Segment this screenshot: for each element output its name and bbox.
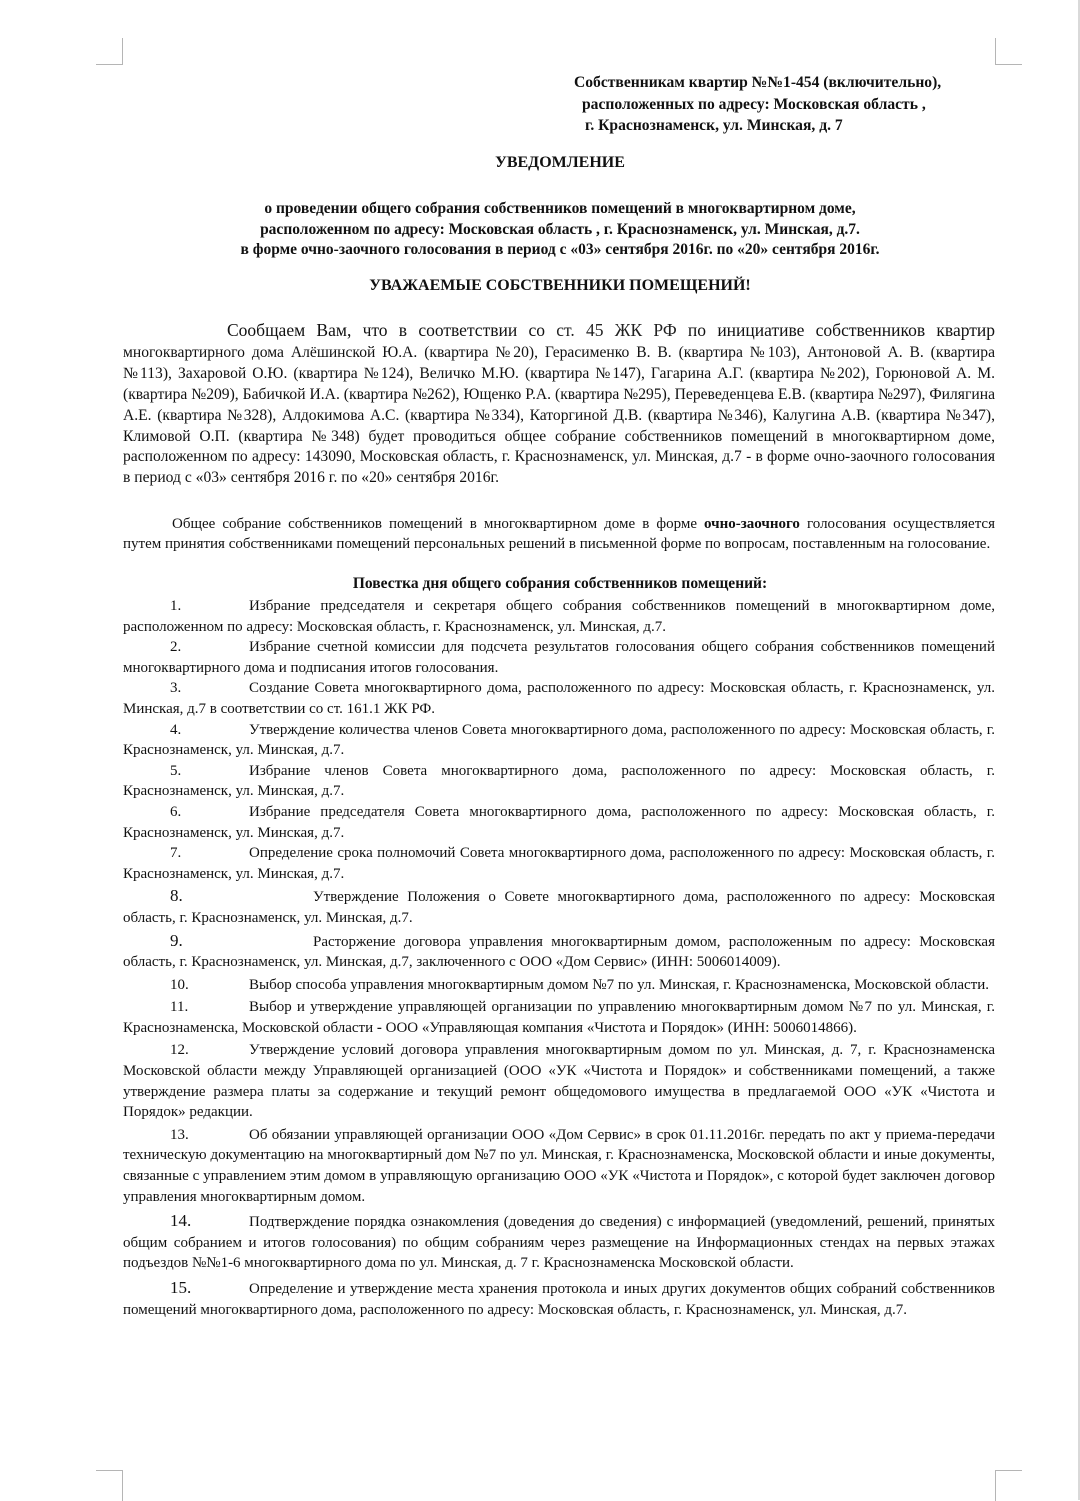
agenda-item-text: Об обязании управляющей организации ООО «Дом Сервис» в срок 01.11.2016г. передать по акт у приема-передачи техническую документацию на многоквартирный дом №7 по ул. Минская, г. Краснознаменска, Московской области и иные документы, связанные с управлением этим домом в управляющую организацию ООО «УК «Чистота и Порядок», с которой будет заключен договор управления многоквартирным домом. (123, 1126, 995, 1205)
agenda-item-14 (123, 1211, 995, 1274)
subtitle-line-2: расположенном по адресу: Московская область , г. Краснознаменск, ул. Минская, д.7. (260, 220, 860, 238)
agenda-list (123, 596, 995, 1320)
intro-after-link: по инициативе собственников квартир (676, 320, 995, 340)
agenda-item-12 (123, 1040, 995, 1122)
agenda-item-number: 7. (170, 845, 182, 862)
agenda-item-13 (123, 1125, 995, 1207)
agenda-item-text-after: ООО «Управляющая компания «Чистота и Порядок» (ИНН: 5006014866). (381, 1019, 857, 1036)
agenda-item-text: Избрание членов Совета многоквартирного дома, расположенного по адресу: Московская область, г. Краснознаменск, ул. Минская, д.7. (123, 762, 995, 800)
agenda-item-5 (123, 761, 995, 802)
intro-body: многоквартирного дома Алёшинской Ю.А. (квартира №20), Герасименко В. В. (квартира №103), Антоновой А. В. (квартира №113), Захаровой О.Ю. (квартира №124), Величко М.Ю. (квартира №147), Гагарина А.Г. (квартира №202), Горюновой А. М. (квартира №209), Бабичкой И.А. (квартира №262), Ющенко Р.А. (квартира №295), Переведенцева Е.В. (квартира №297), Филягина А.Е. (квартира №328), Алдокимова А.С. (квартира №334), Каторгиной Д.В. (квартира №346), Калугина А.В. (квартира №347), Климовой О.П. (квартира №348) будет проводиться общее собрание собственников помещений в многоквартирном доме, расположенном по адресу: 143090, Московская область, г. Краснознаменск, ул. Минская, д.7 - в форме очно-заочного голосования в период с «03» сентября 2016 г. по «20» сентября 2016г. (123, 343, 995, 487)
agenda-item-6 (123, 802, 995, 843)
addressee-block (574, 72, 941, 137)
agenda-item-text: Выбор способа управления многоквартирным домом №7 по ул. Минская, г. Краснознаменска, Московской области. (249, 976, 989, 993)
agenda-item-number: 10. (170, 976, 189, 993)
subtitle-line-3: в форме очно-заочного голосования в период с «03» сентября 2016г. по «20» сентября 2016г. (240, 241, 880, 258)
agenda-item-text: Избрание председателя Совета многоквартирного дома, расположенного по адресу: Московская область, г. Краснознаменск, ул. Минская, д.7. (123, 803, 995, 841)
agenda-item-7 (123, 843, 995, 884)
crop-mark-top-right (995, 38, 1022, 65)
agenda-item-number: 9. (170, 930, 183, 950)
agenda-item-number: 15. (170, 1278, 192, 1297)
addressee-line-3: г. Краснознаменск, ул. Минская, д. 7 (585, 117, 843, 134)
agenda-item-text: Определение срока полномочий Совета многоквартирного дома, расположенного по адресу: Московская область, г. Краснознаменск, ул. Минская, д.7. (123, 845, 995, 882)
agenda-title: Повестка дня общего собрания собственников помещений: (352, 575, 768, 592)
law-article-link[interactable]: ст. 45 ЖК РФ (556, 320, 677, 340)
agenda-item-number: 12. (170, 1042, 189, 1059)
agenda-item-number: 4. (170, 721, 182, 738)
agenda-item-number: 5. (170, 762, 182, 779)
intro-paragraph (123, 320, 995, 489)
general-bold: очно-заочного (704, 516, 800, 532)
agenda-item-11 (123, 997, 995, 1038)
intro-text (123, 320, 995, 489)
general-after: голосования осуществляется путем принятия собственниками помещений персональных решений в письменной форме по вопросам, поставленным на голосование. (123, 516, 995, 552)
agenda-item-text: Расторжение договора управления многоквартирным домом, расположенным по адресу: Московская область, г. Краснознаменск, ул. Минская, д.7, заключенного с ООО «Дом Сервис» (ИНН: 5006014009). (123, 933, 995, 971)
document-title: УВЕДОМЛЕНИЕ (495, 154, 625, 171)
agenda-item-number: 3. (170, 680, 182, 697)
agenda-item-1 (123, 596, 995, 637)
agenda-item-15 (123, 1278, 995, 1320)
agenda-item-text: Утверждение условий договора управления многоквартирным домом по ул. Минская, д. 7, г. Краснознаменска Московской области между Управляющей организацией (ООО «УК «Чистота и Порядок» и собственниками помещений, а также утверждение размера платы за содержание и текущий ремонт общедомового имущества в предлагаемой ООО «УК «Чистота и Порядок» редакции. (123, 1042, 995, 1121)
crop-mark-bottom-right (995, 1470, 1022, 1501)
agenda-item-number: 8. (170, 886, 183, 906)
intro-lead: Сообщаем Вам, что в соответствии со (227, 320, 557, 340)
agenda-item-number: 14. (170, 1211, 192, 1231)
subtitle-line-1: о проведении общего собрания собственников помещений в многоквартирном доме, (264, 200, 856, 217)
crop-mark-bottom-left (96, 1470, 123, 1501)
agenda-item-text-before: Выбор и утверждение управляющей организации по управлению многоквартирным домом №7 по ул. Минская, г. Краснознаменска, Московской области (123, 999, 995, 1036)
agenda-item-text: Утверждение количества членов Совета многоквартирного дома, расположенного по адресу: Московская область, г. Краснознаменск, ул. Минская, д.7. (123, 721, 995, 759)
agenda-item-text: Избрание счетной комиссии для подсчета результатов голосования общего собрания собственников помещений многоквартирного дома и подписания итогов голосования. (123, 639, 995, 676)
addressee-line-1: Собственникам квартир №№1-454 (включительно), (574, 74, 942, 91)
agenda-item-text: Избрание председателя и секретаря общего собрания собственников помещений в многоквартирном доме, расположенном по адресу: Московская область, г. Краснознаменск, ул. Минская, д.7. (123, 598, 995, 635)
agenda-item-3 (123, 678, 995, 719)
addressee-line-2: расположенных по адресу: Московская область , (582, 95, 926, 113)
agenda-item-number: 13. (170, 1126, 189, 1143)
agenda-item-text: Утверждение Положения о Совете многоквартирного дома, расположенного по адресу: Московская область, г. Краснознаменск, ул. Минская, д.7. (123, 889, 995, 926)
agenda-item-number: 11. (170, 999, 189, 1016)
agenda-item-text: Определение и утверждение места хранения протокола и иных других документов общих собраний собственников помещений многоквартирного дома, расположенного по адресу: Московская область, г. Краснознаменск, ул. Минская, д.7. (123, 1281, 995, 1318)
agenda-item-4 (123, 720, 995, 761)
greeting-heading: УВАЖАЕМЫЕ СОБСТВЕННИКИ ПОМЕЩЕНИЙ! (369, 277, 751, 294)
document-subtitle (0, 199, 1080, 261)
agenda-item-number: 2. (170, 639, 182, 656)
agenda-item-number: 1. (170, 598, 182, 614)
general-before: Общее собрание собственников помещений в многоквартирном доме в форме (172, 516, 705, 532)
agenda-item-9 (123, 931, 995, 973)
general-paragraph (123, 514, 995, 554)
agenda-item-10 (123, 975, 995, 996)
agenda-item-text: Создание Совета многоквартирного дома, расположенного по адресу: Московская область, г. Краснознаменск, ул. Минская, д.7 в соответствии со ст. 161.1 ЖК РФ. (123, 680, 995, 717)
agenda-item-8 (123, 886, 995, 928)
agenda-item-dash: - (376, 1019, 382, 1036)
crop-mark-top-left (96, 38, 123, 65)
agenda-item-2 (123, 637, 995, 678)
agenda-item-text: Подтверждение порядка ознакомления (доведения до сведения) с информацией (уведомлений, решений, принятых общим собранием и итогов голосования) по общим собраниям через размещение на Информационных стендах на первых этажах подъездов №№1-6 многоквартирного дома по ул. Минская, д. 7 г. Краснознаменска Московской области. (123, 1214, 995, 1272)
agenda-item-number: 6. (170, 803, 182, 820)
